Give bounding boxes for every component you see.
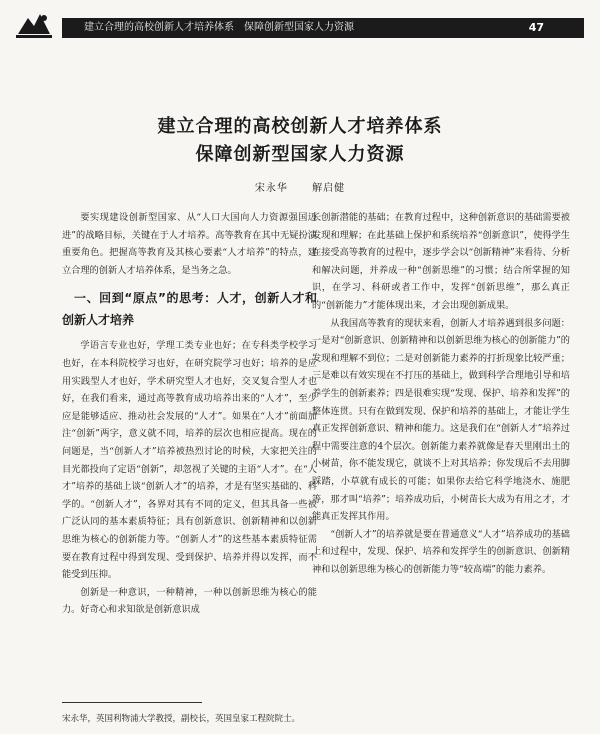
journal-logo-icon [14,8,54,40]
footnote: 宋永华，英国利物浦大学教授，副校长，英国皇家工程院院士。 [62,714,301,724]
author-line [0,179,600,194]
page-header [0,0,600,46]
running-title: 建立合理的高校创新人才培养体系 [84,22,234,33]
author-1: 宋永华 [254,183,288,194]
running-subtitle: 保障创新型国家人力资源 [244,22,354,33]
page-number: 47 [528,21,544,34]
body-paragraph: 从我国高等教育的现状来看，创新人才培养遇到很多问题：一是对“创新意识、创新精神和以创新思维为核心的创新能力”的发现和理解不到位；二是对创新能力素养的打折现象比较严重；三是难以有效实现在不打压的基础上，做到科学合理地引导和培养学生的创新素养；四是很难实现“发现、保护、培养和发挥”的整体连贯。只有在做到发现、保护和培养的基础上，才能让学生真正发挥创新意识、精神和能力。这是我们在“创新人才”培养过程中需要注意的4个层次。创新能力素养就像是春天里刚出土的小树苗，你不能发现它，就谈不上对其培养；你发现后不去用脚踩踏，小草就有成长的可能；如果你去给它科学地浇水、施肥等，那才叫“培养”；培养成功后，小树苗长大成为有用之才，才能真正发挥其作用。 [312,317,570,523]
intro-paragraph: 要实现建设创新型国家、从“人口大国向人力资源强国迈进”的战略目标，关键在于人才培养。高等教育在其中无疑扮演重要角色。把握高等教育及其核心要素“人才培养”的特点，建立合理的创新人才培养体系，是当务之急。 [62,212,317,276]
body-paragraph: 创新是一种意识，一种精神，一种以创新思维为核心的能力。好奇心和求知欲是创新意识成 [62,586,317,616]
footnote-divider [62,702,202,703]
body-paragraph: “创新人才”的培养就是要在普通意义“人才”培养成功的基础上和过程中，发现、保护、培养和发挥学生的创新意识、创新精神和以创新思维为核心的创新能力等“较高端”的能力素养。 [312,528,570,575]
author-2: 解启健 [312,183,346,194]
right-column [312,209,570,578]
running-header [62,18,584,38]
article-title-line2: 保障创新型国家人力资源 [195,144,405,165]
body-paragraph: 学语言专业也好，学理工类专业也好；在专科类学校学习也好，在本科院校学习也好，在研究院学习也好；培养的是应用实践型人才也好，学术研究型人才也好，交叉复合型人才也好，在我们看来，通过高等教育成功培养出来的“人才”，至少应是能够适应、推动社会发展的“人才”。如果在“人才”前面加注“创新”两字，意义就不同，培养的层次也相应提高。现在的问题是，当“创新人才”培养被热烈讨论的时候，大家把关注的目光都投向了定语“创新”，却忽视了关键的主语“人才”。在“人才”培养的基础上谈“创新人才”的培养，才是有坚实基础的、科学的。“创新人才”，各界对其有不同的定义，但其具备一些被广泛认同的基本素质特征；具有创新意识、创新精神和以创新思维为核心的创新能力等。“创新人才”的这些基本素质特征需要在教育过程中得到发现、受到保护、培养并得以发挥，而不能受到压抑。 [62,340,317,581]
article-title-line1: 建立合理的高校创新人才培养体系 [157,116,443,137]
body-paragraph: 长创新潜能的基础；在教育过程中，这种创新意识的基础需要被发现和理解；在此基础上保护和系统培养“创新意识”，使得学生在接受高等教育的过程中，逐步学会以“创新精神”来看待、分析和解决问题，并养成一种“创新思维”的习惯；结合所掌握的知识，在学习、科研或者工作中，发挥“创新思维”，那么真正的“创新能力”才能体现出来，才会出现创新成果。 [312,212,570,311]
left-column [62,209,317,619]
section-heading: 一、回到“原点”的思考：人才，创新人才和创新人才培养 [62,291,317,328]
